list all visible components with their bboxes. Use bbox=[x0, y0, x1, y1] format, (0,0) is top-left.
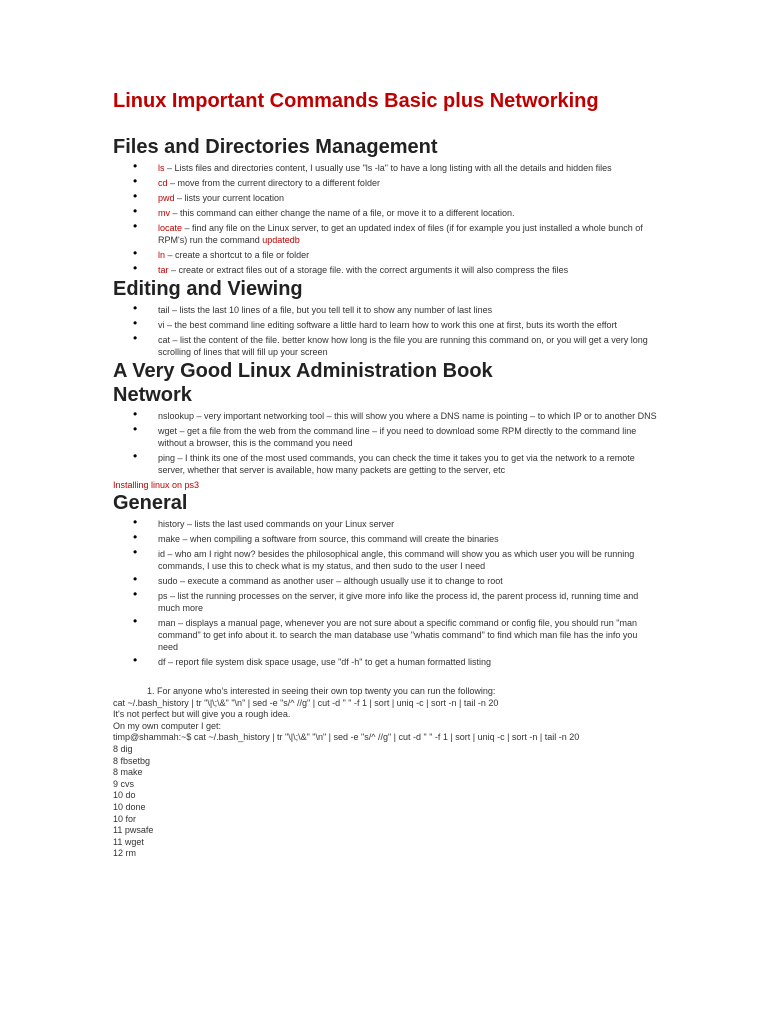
text-line: 8 fbsetbg bbox=[113, 755, 151, 766]
text-line: On my own computer I get: bbox=[113, 720, 222, 731]
command-name: updatedb bbox=[262, 235, 300, 245]
list-item: • cat – list the content of the file. better know how long is the file you are running this command on, or you will get a very long scrolling of lines that will fill up your screen bbox=[113, 334, 658, 358]
command-description: – lists your current location bbox=[174, 193, 285, 203]
text-line: It's not perfect but will give you a rough idea. bbox=[113, 709, 291, 720]
list-item bbox=[113, 222, 658, 246]
list-item: • id – who am I right now? besides the philosophical angle, this command will show you as which user you will be running commands, I use this to check what is my status, and then sudo to the user I need bbox=[113, 548, 658, 572]
text-line: 10 for bbox=[113, 813, 137, 824]
section-heading-editing: Editing and Viewing bbox=[113, 278, 303, 300]
numbered-line: 1. For anyone who's interested in seeing their own top twenty you can run the following: bbox=[147, 686, 496, 696]
list-item: • nslookup – very important networking tool – this will show you where a DNS name is pointing – to which IP or to another DNS bbox=[113, 410, 658, 422]
files-list bbox=[113, 162, 768, 276]
text-line: timp@shammah:~$ cat ~/.bash_history | tr "\|\;\&" "\n" | sed -e "s/^ //g" | cut -d " " -f 1 | sort | uniq -c | sort -n | tail -n 20 bbox=[113, 732, 580, 743]
command-description: – Lists files and directories content, I usually use "ls -la" to have a long listing with all the details and hidden files bbox=[164, 163, 612, 173]
list-item bbox=[113, 264, 658, 276]
list-item: • man – displays a manual page, whenever you are not sure about a specific command or config file, you should run "man command" to get info about it. to search the man database use "whatis command" to find which man file has the info you need bbox=[113, 617, 658, 653]
text-line: 11 wget bbox=[113, 836, 144, 847]
text-line: 10 done bbox=[113, 801, 146, 812]
command-name: ls bbox=[158, 163, 165, 173]
list-item: • make – when compiling a software from source, this command will create the binaries bbox=[113, 533, 658, 545]
command-name: locate bbox=[158, 223, 183, 233]
section-heading-network: Network bbox=[113, 384, 192, 406]
command-name: tar bbox=[158, 265, 169, 275]
list-item: • vi – the best command line editing software a little hard to learn how to work this one at first, buts its worth the effort bbox=[113, 319, 658, 331]
list-item: • wget – get a file from the web from the command line – if you need to download some RPM directly to the command line without a browser, this is the command you need bbox=[113, 425, 658, 449]
history-tip-block bbox=[113, 686, 768, 860]
text-line: 8 dig bbox=[113, 743, 133, 754]
command-description: – this command can either change the name of a file, or move it to a different location. bbox=[170, 208, 515, 218]
list-item bbox=[113, 192, 658, 204]
general-list bbox=[113, 518, 768, 668]
list-item bbox=[113, 249, 658, 261]
text-line: 11 pwsafe bbox=[113, 825, 154, 836]
text-line: 10 do bbox=[113, 790, 136, 801]
text-line: cat ~/.bash_history | tr "\|\;\&" "\n" | sed -e "s/^ //g" | cut -d " " -f 1 | sort | uniq -c | sort -n | tail -n 20 bbox=[113, 697, 499, 708]
command-description: – create or extract files out of a storage file. with the correct arguments it will also compress the files bbox=[168, 265, 569, 275]
list-item: • sudo – execute a command as another user – although usually use it to change to root bbox=[113, 575, 658, 587]
text-line: 8 make bbox=[113, 767, 143, 778]
command-name: cd bbox=[158, 178, 168, 188]
page-title: Linux Important Commands Basic plus Networking bbox=[113, 90, 599, 112]
command-name: mv bbox=[158, 208, 170, 218]
command-description: – find any file on the Linux server, to get an updated index of files (if for example you just installed a whole bunch of RPM's) run the command bbox=[158, 223, 643, 245]
text-line: 12 rm bbox=[113, 848, 137, 859]
list-item: • df – report file system disk space usage, use "df -h" to get a human formatted listing bbox=[113, 656, 658, 668]
section-heading-general: General bbox=[113, 492, 188, 514]
list-item: • history – lists the last used commands on your Linux server bbox=[113, 518, 658, 530]
list-item bbox=[113, 177, 658, 189]
text-line: 9 cvs bbox=[113, 778, 135, 789]
command-description: – create a shortcut to a file or folder bbox=[165, 250, 310, 260]
command-name: ln bbox=[158, 250, 166, 260]
command-description: – move from the current directory to a different folder bbox=[167, 178, 380, 188]
section-heading-book: A Very Good Linux Administration Book bbox=[113, 360, 493, 382]
network-list bbox=[113, 410, 768, 476]
editing-list bbox=[113, 304, 768, 358]
section-heading-files: Files and Directories Management bbox=[113, 136, 438, 158]
list-item bbox=[113, 207, 658, 219]
list-item: • tail – lists the last 10 lines of a file, but you tell tell it to show any number of last lines bbox=[113, 304, 658, 316]
list-item: • ping – I think its one of the most used commands, you can check the time it takes you to get via the network to a remote server, whether that server is available, how many packets are getting to the server, etc bbox=[113, 452, 658, 476]
ps3-link[interactable]: Installing linux on ps3 bbox=[113, 480, 200, 490]
list-item bbox=[113, 162, 658, 174]
command-name: pwd bbox=[158, 193, 175, 203]
list-item: • ps – list the running processes on the server, it give more info like the process id, the parent process id, running time and much more bbox=[113, 590, 658, 614]
